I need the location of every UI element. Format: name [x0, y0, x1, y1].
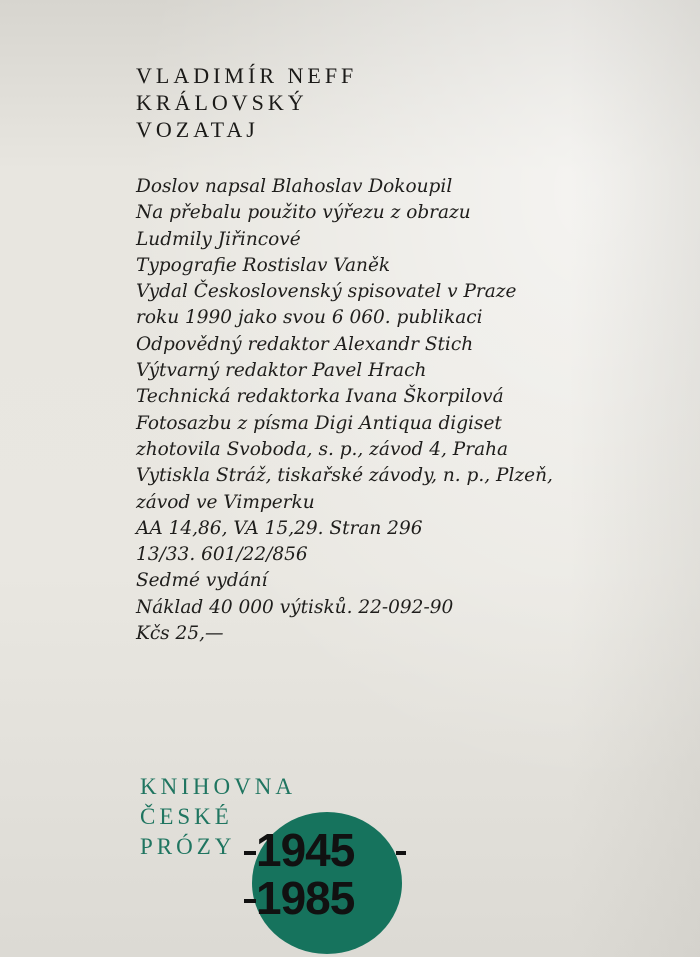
book-title-line-1: KRÁLOVSKÝ [136, 90, 308, 115]
colophon-line: Fotosazbu z písma Digi Antiqua digiset [136, 412, 502, 434]
colophon-line: Kčs 25,— [136, 623, 224, 645]
colophon-line: závod ve Vimperku [136, 491, 315, 513]
series-year-end: 1985 [256, 872, 355, 924]
colophon-line: Technická redaktorka Ivana Škorpilová [136, 386, 504, 408]
series-year-start: 1945 [256, 824, 355, 876]
series-years [256, 826, 406, 922]
colophon-line: Na přebalu použito výřezu z obrazu [136, 202, 471, 224]
colophon-line: Náklad 40 000 výtisků. 22-092-90 [136, 596, 454, 618]
colophon-line: Doslov napsal Blahoslav Dokoupil [136, 176, 453, 197]
colophon-line: AA 14,86, VA 15,29. Stran 296 [136, 517, 423, 539]
colophon [136, 174, 553, 647]
series-line-1: KNIHOVNA [140, 774, 296, 799]
series-line-3: PRÓZY [140, 834, 236, 859]
page-shadow [570, 0, 700, 957]
badge-dash-left-lower [244, 899, 256, 903]
colophon-line: roku 1990 jako svou 6 060. publikaci [136, 307, 483, 329]
series-line-2: ČESKÉ [140, 804, 233, 829]
badge-dash-left [244, 851, 256, 855]
colophon-line: Typografie Rostislav Vaněk [136, 254, 391, 276]
colophon-line: Odpovědný redaktor Alexandr Stich [136, 333, 474, 355]
colophon-line: zhotovila Svoboda, s. p., závod 4, Praha [136, 438, 509, 460]
colophon-line: Sedmé vydání [136, 570, 268, 592]
colophon-line: Vydal Československý spisovatel v Praze [136, 281, 517, 303]
colophon-line: Výtvarný redaktor Pavel Hrach [136, 360, 427, 382]
title-block [136, 62, 357, 143]
colophon-line: 13/33. 601/22/856 [136, 544, 308, 566]
colophon-line: Ludmily Jiřincové [136, 228, 301, 250]
colophon-line: Vytiskla Stráž, tiskařské závody, n. p., Plzeň, [136, 465, 553, 487]
author-name: VLADIMÍR NEFF [136, 63, 358, 88]
book-title-line-2: VOZATAJ [136, 117, 259, 142]
